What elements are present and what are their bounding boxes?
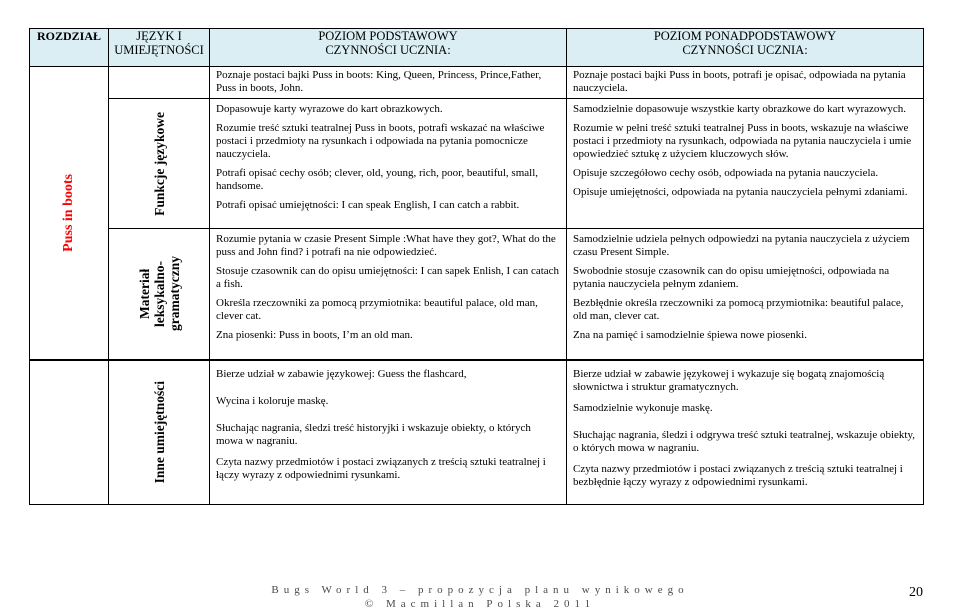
g2-advanced-item: Samodzielnie udziela pełnych odpowiedzi na pytania nauczyciela z użyciem czasu Present Simple.: [573, 233, 910, 258]
header-chapter-label: ROZDZIAŁ: [36, 29, 101, 43]
g3-basic-item: Czyta nazwy przedmiotów i postaci związanych z treścią sztuki teatralnej i łączy wyrazy z odpowiednimi rysunkami.: [216, 455, 546, 481]
group1-row: [30, 99, 924, 229]
group2-label-line2: leksykalno-: [151, 260, 167, 327]
footer-title: Bugs World 3 – propozycja planu wynikowego: [271, 584, 689, 596]
group1-label: Funkcje językowe: [151, 111, 167, 216]
group3-chapter-cell: [30, 360, 109, 505]
header-chapter: [30, 29, 109, 67]
g1-advanced-item: Opisuje umiejętności, odpowiada na pytania nauczyciela pełnymi zdaniami.: [573, 186, 908, 198]
g1-advanced-item: Rozumie w pełni treść sztuki teatralnej Puss in boots, wskazuje na właściwe postaci i przedmioty na rysunkach, odpowiada na pytania nauczyciela i umie opowiedzieć sztukę z użyciem kluczowych słów.: [573, 122, 912, 160]
intro-advanced-text: Poznaje postaci bajki Puss in boots, potrafi je opisać, odpowiada na pytania nauczyciela.: [573, 69, 906, 94]
group2-row: [30, 229, 924, 360]
g1-basic-item: Dopasowuje karty wyrazowe do kart obrazkowych.: [216, 103, 443, 115]
header-skills-line1: JĘZYK I: [136, 29, 182, 43]
header-skills-line2: UMIEJĘTNOŚCI: [114, 43, 204, 57]
group3-advanced-cell: [567, 360, 924, 505]
group2-advanced-cell: [567, 229, 924, 360]
g2-advanced-item: Bezbłędnie określa rzeczowniki za pomocą przymiotnika: beautiful palace, old man, clever cat.: [573, 297, 904, 322]
header-advanced-line2: CZYNNOŚCI UCZNIA:: [682, 43, 808, 57]
header-skills: [109, 29, 210, 67]
g3-advanced-item: Bierze udział w zabawie językowej i wykazuje się bogatą znajomością słownictwa i struktur gramatycznych.: [573, 367, 885, 393]
intro-advanced-cell: [567, 67, 924, 99]
footer-copyright: © Macmillan Polska 2011: [364, 598, 596, 610]
group3-row: [30, 360, 924, 505]
group1-basic-cell: [210, 99, 567, 229]
header-basic: [210, 29, 567, 67]
g3-basic-item: Wycina i koloruje maskę.: [216, 394, 329, 407]
g2-basic-item: Stosuje czasownik can do opisu umiejętności: I can sapek Enlish, I can catach a fish.: [216, 265, 560, 290]
group3-basic-cell: [210, 360, 567, 505]
group2-label: [137, 256, 182, 331]
page-number: 20: [909, 585, 923, 600]
g3-advanced-item: Czyta nazwy przedmiotów i postaci związanych z treścią sztuki teatralnej i bezbłędnie łączy wyrazy z odpowiednimi rysunkami.: [573, 462, 903, 488]
chapter-title: Puss in boots: [61, 173, 76, 252]
intro-row: [30, 67, 924, 99]
g2-advanced-item: Swobodnie stosuje czasownik can do opisu umiejętności, odpowiada na pytania nauczyciela pełnym zdaniem.: [573, 265, 890, 290]
g3-basic-item: Bierze udział w zabawie językowej: Guess the flashcard,: [216, 367, 467, 380]
header-row: [30, 29, 924, 67]
g2-basic-item: Określa rzeczowniki za pomocą przymiotnika: beautiful palace, old man, clever cat.: [216, 297, 538, 322]
g2-basic-item: Zna piosenki: Puss in boots, I’m an old man.: [216, 329, 413, 341]
group3-label-cell: [109, 360, 210, 505]
group2-label-line1: Materiał: [136, 268, 152, 319]
g1-basic-item: Rozumie treść sztuki teatralnej Puss in boots, potrafi wskazać na właściwe postaci i przedmioty na rysunkach i odpowiada na pytania pomocnicze nauczyciela.: [216, 122, 545, 160]
intro-group-cell: [109, 67, 210, 99]
g1-basic-item: Potrafi opisać cechy osób; clever, old, young, rich, poor, beautiful, small, handsome.: [216, 167, 539, 192]
group2-label-cell: [109, 229, 210, 360]
group3-label: Inne umiejętności: [151, 381, 167, 484]
group2-basic-cell: [210, 229, 567, 360]
header-basic-line2: CZYNNOŚCI UCZNIA:: [325, 43, 451, 57]
g2-advanced-item: Zna na pamięć i samodzielnie śpiewa nowe piosenki.: [573, 329, 807, 341]
intro-basic-text: Poznaje postaci bajki Puss in boots: King, Queen, Princess, Prince,Father, Puss in boots, John.: [216, 69, 542, 94]
g3-advanced-item: Samodzielnie wykonuje maskę.: [573, 401, 713, 414]
g1-advanced-item: Samodzielnie dopasowuje wszystkie karty obrazkowe do kart wyrazowych.: [573, 103, 906, 115]
chapter-cell: [30, 67, 109, 360]
header-advanced-line1: POZIOM PONADPODSTAWOWY: [653, 29, 837, 43]
header-advanced: [567, 29, 924, 67]
g1-advanced-item: Opisuje szczegółowo cechy osób, odpowiada na pytania nauczyciela.: [573, 167, 879, 179]
group1-advanced-cell: [567, 99, 924, 229]
intro-basic-cell: [210, 67, 567, 99]
group2-label-line3: gramatyczny: [166, 256, 182, 332]
g3-advanced-item: Słuchając nagrania, śledzi i odgrywa treść sztuki teatralnej, wskazuje obiekty, o których mowa w nagraniu.: [573, 428, 915, 454]
g2-basic-item: Rozumie pytania w czasie Present Simple :What have they got?, What do the puss and John find? i potrafi na nie odpowiedzieć.: [216, 233, 556, 258]
curriculum-table: [29, 28, 924, 505]
group1-label-cell: [109, 99, 210, 229]
g3-basic-item: Słuchając nagrania, śledzi treść historyjki i wskazuje obiekty, o których mowa w nagraniu.: [216, 421, 531, 447]
g1-basic-item: Potrafi opisać umiejętności: I can speak English, I can catch a rabbit.: [216, 199, 520, 211]
header-basic-line1: POZIOM PODSTAWOWY: [318, 29, 458, 43]
